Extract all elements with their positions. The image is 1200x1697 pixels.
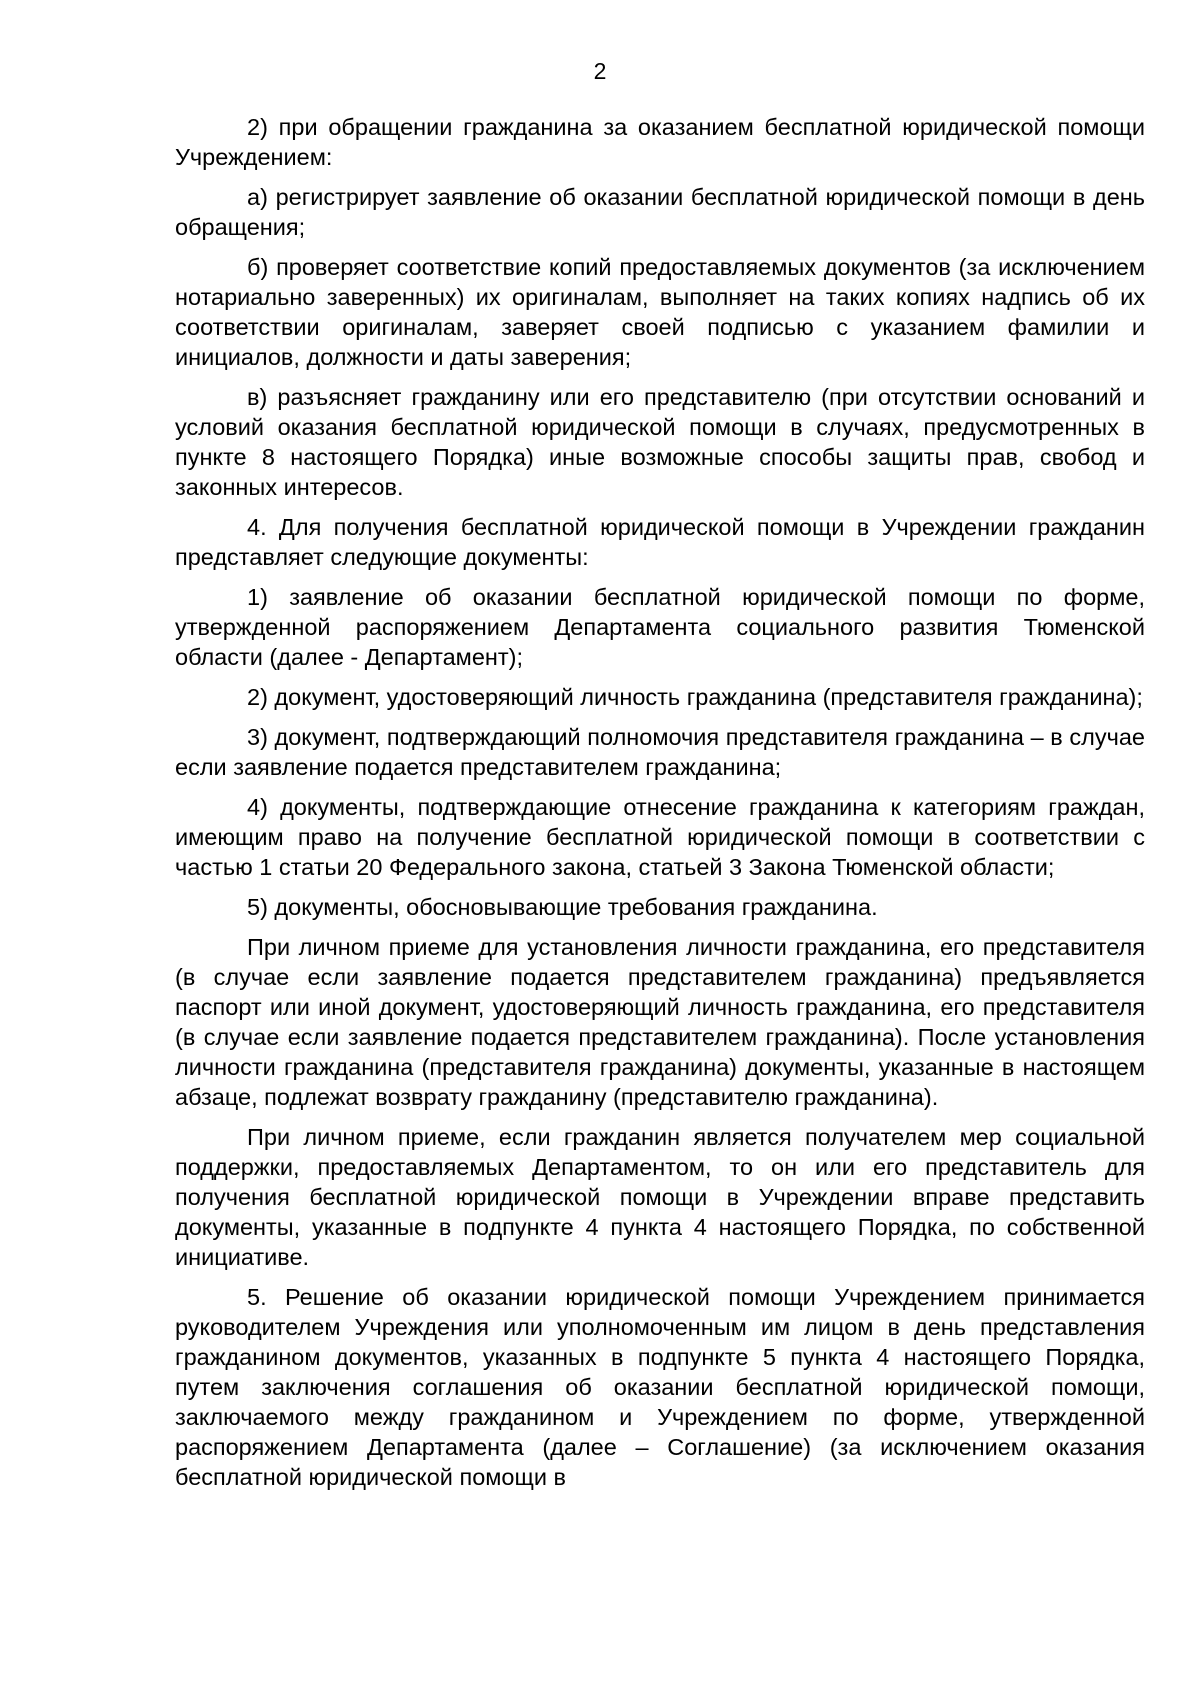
paragraph-personal-reception-identity: При личном приеме для установления личности гражданина, его представителя (в случае если заявление подается представителем гражданина) предъявляется паспорт или иной документ, удостоверяющий личность гражданина, его представителя (в случае если заявление подается представителем гражданина). После установления личности гражданина (представителя гражданина) документы, указанные в настоящем абзаце, подлежат возврату гражданину (представителю гражданина). [175,934,1145,1110]
paragraph-2-appeal: 2) при обращении гражданина за оказанием бесплатной юридической помощи Учреждением: [175,114,1145,170]
paragraph-5-decision: 5. Решение об оказании юридической помощи Учреждением принимается руководителем Учреждения или уполномоченным им лицом в день представления гражданином документов, указанных в подпункте 5 пункта 4 настоящего Порядка, путем заключения соглашения об оказании бесплатной юридической помощи, заключаемого между гражданином и Учреждением по форме, утвержденной распоряжением Департамента (далее – Соглашение) (за исключением оказания бесплатной юридической помощи в [175,1284,1145,1490]
paragraph-4-documents: 4. Для получения бесплатной юридической помощи в Учреждении гражданин представляет следующие документы: [175,514,1145,570]
paragraph-a-register: а) регистрирует заявление об оказании бесплатной юридической помощи в день обращения; [175,184,1145,240]
paragraph-2-identity-document: 2) документ, удостоверяющий личность гражданина (представителя гражданина); [247,684,1143,710]
paragraph-b-verify-copies: б) проверяет соответствие копий предоставляемых документов (за исключением нотариально заверенных) их оригиналам, выполняет на таких копиях надпись об их соответствии оригиналам, заверяет своей подписью с указанием фамилии и инициалов, должности и даты заверения; [175,254,1145,370]
paragraph-personal-reception-support: При личном приеме, если гражданин является получателем мер социальной поддержки, предоставляемых Департаментом, то он или его представитель для получения бесплатной юридической помощи в Учреждении вправе представить документы, указанные в подпункте 4 пункта 4 настоящего Порядка, по собственной инициативе. [175,1124,1145,1270]
page-number: 2 [593,58,607,84]
document-body [175,112,1145,1502]
paragraph-4-category-documents: 4) документы, подтверждающие отнесение гражданина к категориям граждан, имеющим право на получение бесплатной юридической помощи в соответствии с частью 1 статьи 20 Федерального закона, статьей 3 Закона Тюменской области; [175,794,1145,880]
paragraph-5-justifying-documents: 5) документы, обосновывающие требования гражданина. [247,894,878,920]
paragraph-v-explain: в) разъясняет гражданину или его представителю (при отсутствии оснований и условий оказания бесплатной юридической помощи в случаях, предусмотренных в пункте 8 настоящего Порядка) иные возможные способы защиты прав, свобод и законных интересов. [175,384,1145,500]
paragraph-1-application: 1) заявление об оказании бесплатной юридической помощи по форме, утвержденной распоряжением Департамента социального развития Тюменской области (далее - Департамент); [175,584,1145,670]
paragraph-3-authority-document: 3) документ, подтверждающий полномочия представителя гражданина – в случае если заявление подается представителем гражданина; [175,724,1145,780]
